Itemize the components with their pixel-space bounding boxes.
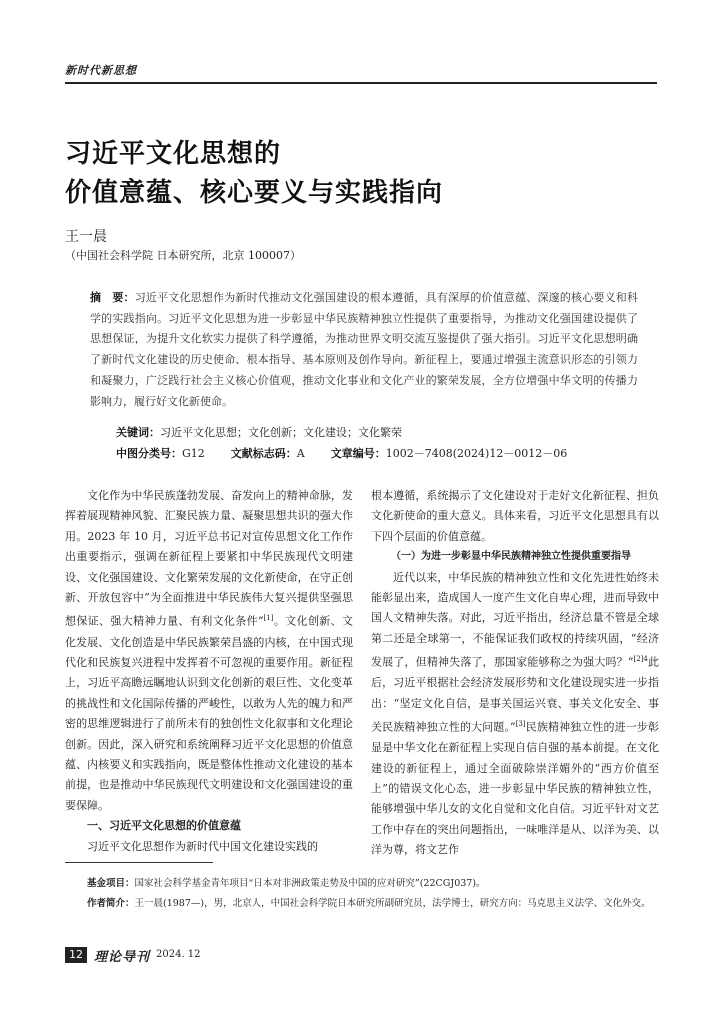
paragraph: 习近平文化思想作为新时代中国文化建设实践的 — [87, 839, 318, 853]
fund-label: 基金项目： — [87, 878, 135, 889]
page-number: 12 — [65, 947, 87, 963]
paragraph — [65, 486, 353, 816]
body-left-column — [65, 486, 353, 857]
doc-code-value: A — [296, 447, 305, 460]
citation-ref: [2]4 — [633, 655, 648, 664]
paragraph-text: 。文化创新、文化发展、文化创造是中华民族繁荣昌盛的内核，在中国式现代化和民族复兴进程中发挥着不可忽视的重要作用。新征程上，习近平高瞻远瞩地认识到文化创新的艰巨性、文化变革的挑战性和文化国际传播的严峻性，以敢为人先的魄力和严密的思维逻辑进行了前所未有的独创性文化叙事和文化理论创新。因此，深入研究和系统阐释习近平文化思想的价值意蕴、内核要义和实践指向，既是整体性推动文化建设的基本前提，也是推动中华民族现代文明建设和文化强国建设的重要保障。 — [65, 615, 354, 812]
keywords — [116, 424, 402, 440]
clc-value: G12 — [182, 447, 205, 460]
article-id-label: 文章编号： — [330, 447, 386, 460]
citation-ref: [3] — [515, 720, 526, 729]
article-title-line-1: 习近平文化思想的 — [65, 139, 282, 169]
article-title-line-2: 价值意蕴、核心要义与实践指向 — [65, 178, 444, 208]
doc-code-label: 文献标志码： — [230, 447, 297, 460]
paragraph: 根本遵循，系统揭示了文化建设对于走好文化新征程、担负文化新使命的重大意义。具体来看，习近平文化思想具有以下四个层面的价值意蕴。 — [371, 489, 659, 543]
abstract-label: 摘 要： — [90, 291, 135, 304]
abstract-text: 习近平文化思想作为新时代推动文化强国建设的根本遵循，具有深厚的价值意蕴、深邃的核心要义和科学的实践指向。习近平文化思想为进一步彰显中华民族精神独立性提供了重要指导，为推动文化强国建设提供了思想保证，为提升文化软实力提供了科学遵循，为推动世界文明交流互鉴提供了强大指引。习近平文化思想明确了新时代文化建设的历史使命、根本指导、基本原则及创作导向。新征程上，要通过增强主流意识形态的引领力和凝聚力，广泛践行社会主义核心价值观，推动文化事业和文化产业的繁荣发展，全方位增强中华文明的传播力影响力，履行好文化新使命。 — [90, 291, 638, 408]
paragraph-text: 此后，习近平根据社会经济发展形势和文化建设现实进一步指出：“坚定文化自信，是事关国运兴衰、事关文化安全、事关民族精神独立性的大问题。” — [371, 655, 660, 734]
body-right-column — [371, 486, 659, 861]
abstract — [90, 288, 638, 412]
author-affiliation: （中国社会科学院 日本研究所，北京 100007） — [65, 249, 301, 262]
paragraph-text: 近代以来，中华民族的精神独立性和文化先进性始终未能彰显出来，造成国人一度产生文化自卑心理，进而导致中国人文精神失落。对此，习近平指出，经济总量不管是全球第二还是全球第一，不能保证我们政权的持续巩固，“经济发展了，但精神失落了，那国家能够称之为强大吗？” — [371, 570, 659, 669]
author-name: 王一晨 — [65, 229, 107, 245]
classification-line — [116, 445, 567, 461]
paragraph-text: 民族精神独立性的进一步彰显是中华文化在新征程上实现自信自强的基本前提。在文化建设的新征程上，通过全面破除崇洋媚外的“西方价值至上”的错误文化心态，进一步彰显中华民族的精神独立性，能够增强中华儿女的文化自觉和文化自信。习近平针对文艺工作中存在的突出问题指出，一味唯洋是从、以洋为美、以洋为尊，将文艺作 — [371, 720, 660, 857]
fund-text: 国家社会科学基金青年项目“日本对非洲政策走势及中国的应对研究”(22CGJ037)。 — [134, 878, 486, 889]
author-info-label: 作者简介： — [87, 898, 135, 909]
footnote-rule — [65, 862, 213, 863]
section-heading-1: 一、习近平文化思想的价值意蕴 — [87, 819, 241, 833]
clc-label: 中图分类号： — [116, 447, 182, 460]
header-rule — [65, 82, 657, 84]
author-info-text: 王一晨(1987—)，男，北京人，中国社会科学院日本研究所副研究员，法学博士，研究方向：马克思主义法学、文化外交。 — [134, 898, 651, 909]
keywords-label: 关键词： — [116, 426, 160, 439]
article-id-value: 1002－7408(2024)12－0012－06 — [385, 447, 568, 460]
footnote — [65, 874, 657, 914]
journal-name: 理论导刊 — [94, 950, 151, 965]
paragraph-text: 文化作为中华民族蓬勃发展、奋发向上的精神命脉，发挥着展现精神风貌、汇聚民族力量、凝聚思想共识的强大作用。2023 年 10 月，习近平总书记对宣传思想文化工作作出重要指示，强调在新征程上要紧扣中华民族现代文明建设、文化强国建设、文化繁荣发展的文化新使命，在守正创新、开放包容中“为全面推进中华民族伟大复兴提供坚强思想保证、强大精神力量、有利文化条件” — [65, 489, 353, 629]
subsection-heading: （一）为进一步彰显中华民族精神独立性提供重要指导 — [391, 551, 631, 563]
paragraph — [371, 568, 659, 861]
keywords-text: 习近平文化思想；文化创新；文化建设；文化繁荣 — [160, 426, 402, 439]
citation-ref: [1] — [263, 614, 274, 623]
journal-issue: 2024. 12 — [156, 949, 201, 960]
section-header: 新时代新思想 — [65, 64, 137, 77]
